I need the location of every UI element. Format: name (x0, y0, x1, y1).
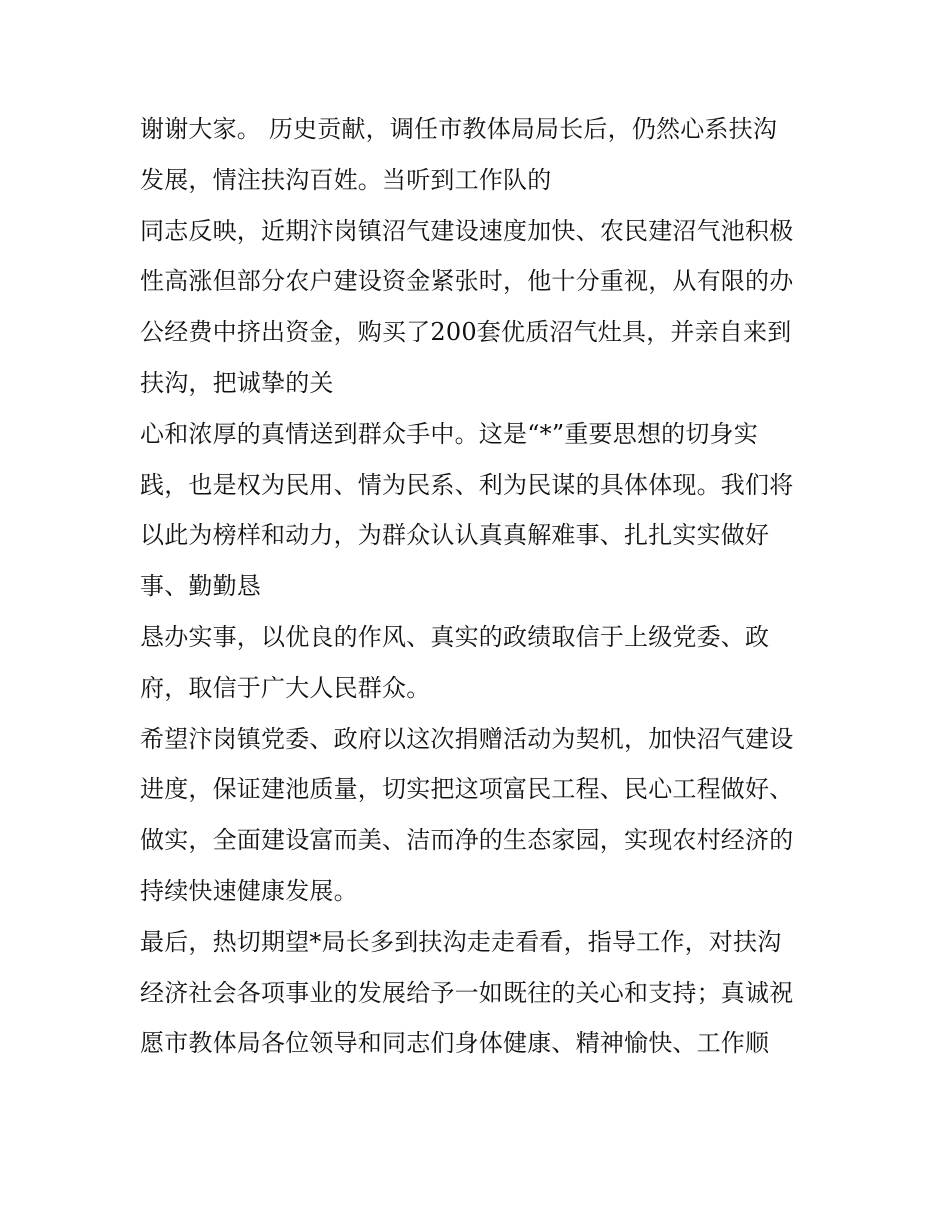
text-line: 践，也是权为民用、情为民系、利为民谋的具体体现。我们将 (140, 470, 794, 499)
text-line: 性高涨但部分农户建设资金紧张时，他十分重视，从有限的办 (140, 267, 794, 296)
text-line: 愿市教体局各位领导和同志们身体健康、精神愉快、工作顺 (140, 1029, 770, 1058)
text-line: 发展，情注扶沟百姓。当听到工作队的 (140, 165, 552, 194)
text-line: 恳办实事，以优良的作风、真实的政绩取信于上级党委、政 (140, 622, 770, 651)
text-line: 公经费中挤出资金，购买了200套优质沼气灶具，并亲自来到 (140, 318, 792, 347)
text-line: 事、勤勤恳 (140, 572, 261, 601)
text-line: 进度，保证建池质量，切实把这项富民工程、民心工程做好、 (140, 775, 794, 804)
text-line: 谢谢大家。 历史贡献，调任市教体局局长后，仍然心系扶沟 (140, 115, 778, 143)
text-line: 做实，全面建设富而美、洁而净的生态家园，实现农村经济的 (140, 826, 794, 855)
text-line: 同志反映，近期汴岗镇沼气建设速度加快、农民建沼气池积极 (140, 216, 794, 245)
document-body (140, 104, 840, 1069)
text-line: 心和浓厚的真情送到群众手中。这是“*”重要思想的切身实 (140, 419, 758, 448)
text-line: 持续快速健康发展。 (140, 876, 358, 905)
text-line: 府，取信于广大人民群众。 (140, 673, 431, 702)
text-line: 以此为榜样和动力，为群众认认真真解难事、扎扎实实做好 (140, 521, 770, 550)
text-line: 经济社会各项事业的发展给予一如既往的关心和支持；真诚祝 (140, 978, 794, 1007)
text-line: 扶沟，把诚挚的关 (140, 368, 334, 397)
text-line: 希望汴岗镇党委、政府以这次捐赠活动为契机，加快沼气建设 (140, 724, 794, 753)
text-line: 最后，热切期望*局长多到扶沟走走看看，指导工作，对扶沟 (140, 927, 782, 956)
